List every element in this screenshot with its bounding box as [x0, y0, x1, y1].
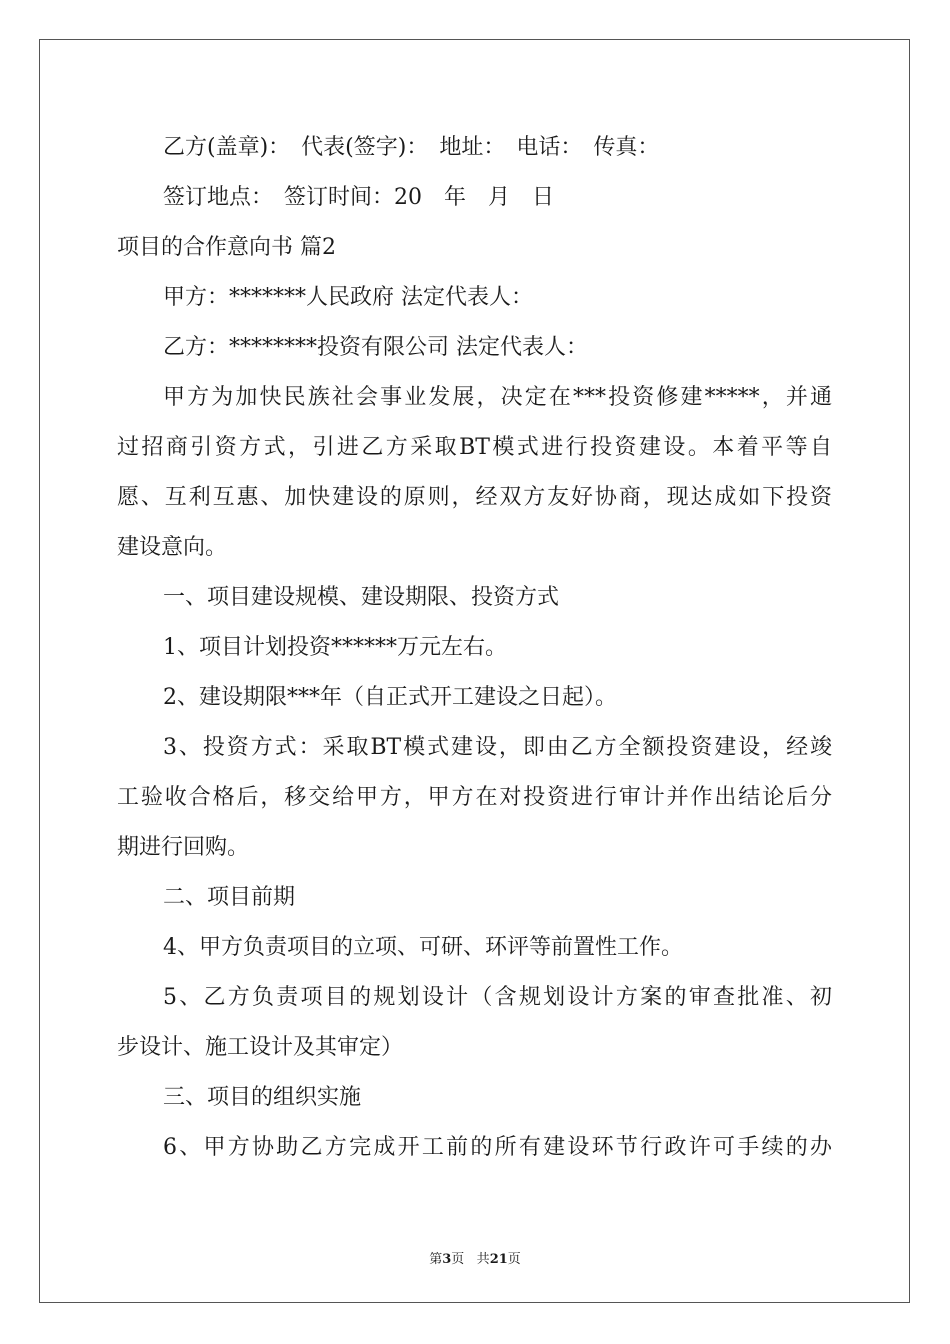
paragraph-line: 愿、互利互惠、加快建设的原则，经双方友好协商，现达成如下投资	[117, 485, 832, 510]
signing-place-time: 签订地点： 签订时间：20 年 月 日	[163, 185, 554, 210]
clause-item: 3、投资方式：采取BT模式建设，即由乙方全额投资建设，经竣	[163, 735, 832, 760]
paragraph-line: 建设意向。	[117, 535, 228, 560]
party-b-line: 乙方：********投资有限公司 法定代表人：	[163, 335, 588, 360]
total-suffix: 页	[507, 1252, 521, 1267]
clause-item: 4、甲方负责项目的立项、可研、环评等前置性工作。	[163, 935, 683, 960]
clause-heading-1: 一、项目建设规模、建设期限、投资方式	[163, 585, 560, 610]
total-pages: 21	[489, 1252, 508, 1267]
signature-line-party-b: 乙方(盖章)： 代表(签字)： 地址： 电话： 传真：	[163, 135, 660, 160]
clause-item: 6、甲方协助乙方完成开工前的所有建设环节行政许可手续的办	[163, 1135, 832, 1160]
clause-item: 2、建设期限***年（自正式开工建设之日起）。	[163, 685, 617, 710]
clause-heading-2: 二、项目前期	[163, 885, 296, 910]
paragraph-line: 过招商引资方式，引进乙方采取BT模式进行投资建设。本着平等自	[117, 435, 832, 460]
clause-heading-3: 三、项目的组织实施	[163, 1085, 362, 1110]
paragraph-line: 甲方为加快民族社会事业发展，决定在***投资修建*****，并通	[163, 385, 832, 410]
party-a-line: 甲方：*******人民政府 法定代表人：	[163, 285, 533, 310]
page-prefix: 第	[429, 1252, 443, 1267]
page-footer	[0, 1248, 950, 1267]
clause-item: 1、项目计划投资******万元左右。	[163, 635, 507, 660]
section-heading: 项目的合作意向书 篇2	[117, 235, 336, 260]
page-suffix: 页	[451, 1252, 465, 1267]
clause-item: 工验收合格后，移交给甲方，甲方在对投资进行审计并作出结论后分	[117, 785, 832, 810]
clause-item: 5、乙方负责项目的规划设计（含规划设计方案的审查批准、初	[163, 985, 832, 1010]
clause-item: 期进行回购。	[117, 835, 250, 860]
page-border	[39, 39, 910, 1303]
total-prefix: 共	[476, 1252, 490, 1267]
clause-item: 步设计、施工设计及其审定）	[117, 1035, 404, 1060]
page-number: 3	[442, 1252, 452, 1267]
